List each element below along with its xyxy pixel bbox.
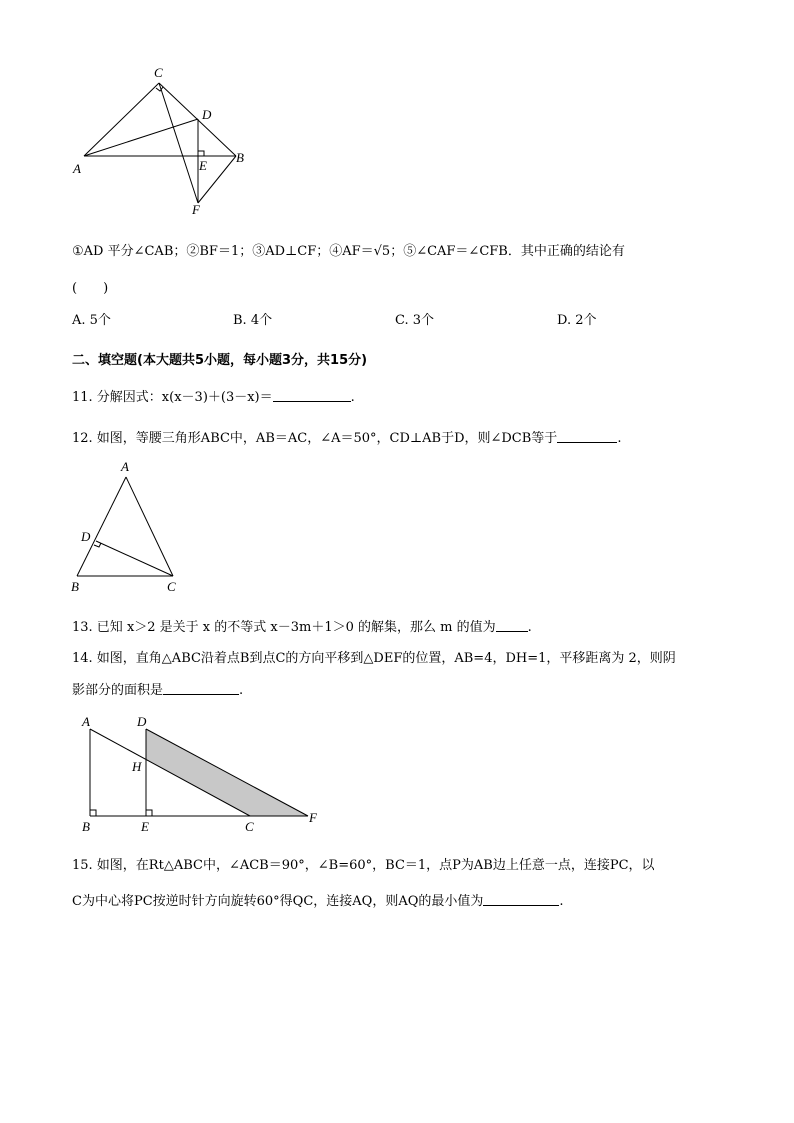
q10-label-e: E <box>199 158 207 173</box>
q12 <box>72 427 621 446</box>
q12-blank <box>557 430 617 443</box>
q10-figure <box>70 62 260 222</box>
q15-blank <box>483 893 559 906</box>
q13 <box>72 616 532 635</box>
q15-line2 <box>72 890 564 909</box>
q14-figure <box>76 712 336 837</box>
q14-label-b: B <box>82 819 90 834</box>
q12-label-a: A <box>121 459 129 474</box>
q10-label-b: B <box>236 150 244 165</box>
section-heading: 二、填空题(本大题共5小题，每小题3分，共15分) <box>72 353 368 368</box>
q14-line1: 14. 如图，直角△ABC沿着点B到点C的方向平移到△DEF的位置，AB=4，DH=1，平移距离为 2，则阴 <box>72 651 676 666</box>
q12-label-c: C <box>167 579 176 594</box>
q12-label-d: D <box>81 529 91 544</box>
q11-end: . <box>350 390 355 405</box>
q10-label-d: D <box>202 107 212 122</box>
q14-label-h: H <box>132 759 142 774</box>
q12-text: 12. 如图，等腰三角形ABC中，AB＝AC，∠A＝50°，CD⊥AB于D，则∠DCB等于 <box>72 431 558 446</box>
q14-label-f: F <box>309 810 317 825</box>
q14-label-e: E <box>141 819 149 834</box>
q13-end: . <box>527 620 532 635</box>
q10-label-a: A <box>73 161 81 176</box>
q13-blank <box>496 619 528 632</box>
q14-line2-text: 影部分的面积是 <box>72 683 164 698</box>
q12-label-b: B <box>71 579 79 594</box>
q10-label-c: C <box>154 65 163 80</box>
q11 <box>72 386 355 405</box>
q14-label-c: C <box>245 819 254 834</box>
q14-label-a: A <box>82 714 90 729</box>
q12-figure <box>66 456 196 598</box>
q11-blank <box>273 389 351 402</box>
q14-end: . <box>239 683 244 698</box>
q10-option-c: C. 3个 <box>395 313 435 328</box>
q14-line2 <box>72 679 243 698</box>
q10-label-f: F <box>192 202 200 217</box>
q15-end: . <box>559 894 564 909</box>
q10-paren: ( ) <box>72 281 109 296</box>
q10-option-a: A. 5个 <box>72 313 111 328</box>
q11-text: 11. 分解因式：x(x－3)＋(3－x)＝ <box>72 390 273 405</box>
q12-end: . <box>617 431 622 446</box>
q10-statement: ①AD 平分∠CAB；②BF＝1；③AD⊥CF；④AF＝√5；⑤∠CAF＝∠CFB．其中正确的结论有 <box>72 244 625 259</box>
q15-line2-text: C为中心将PC按逆时针方向旋转60°得QC，连接AQ，则AQ的最小值为 <box>72 894 484 909</box>
q10-option-b: B. 4个 <box>233 313 273 328</box>
q13-text: 13. 已知 x＞2 是关于 x 的不等式 x－3m＋1＞0 的解集，那么 m 的值为 <box>72 620 496 635</box>
q14-label-d: D <box>137 714 147 729</box>
q14-blank <box>163 682 239 695</box>
q15-line1: 15. 如图，在Rt△ABC中，∠ACB＝90°，∠B=60°，BC＝1，点P为AB边上任意一点，连接PC，以 <box>72 858 655 873</box>
q10-option-d: D. 2个 <box>557 313 597 328</box>
